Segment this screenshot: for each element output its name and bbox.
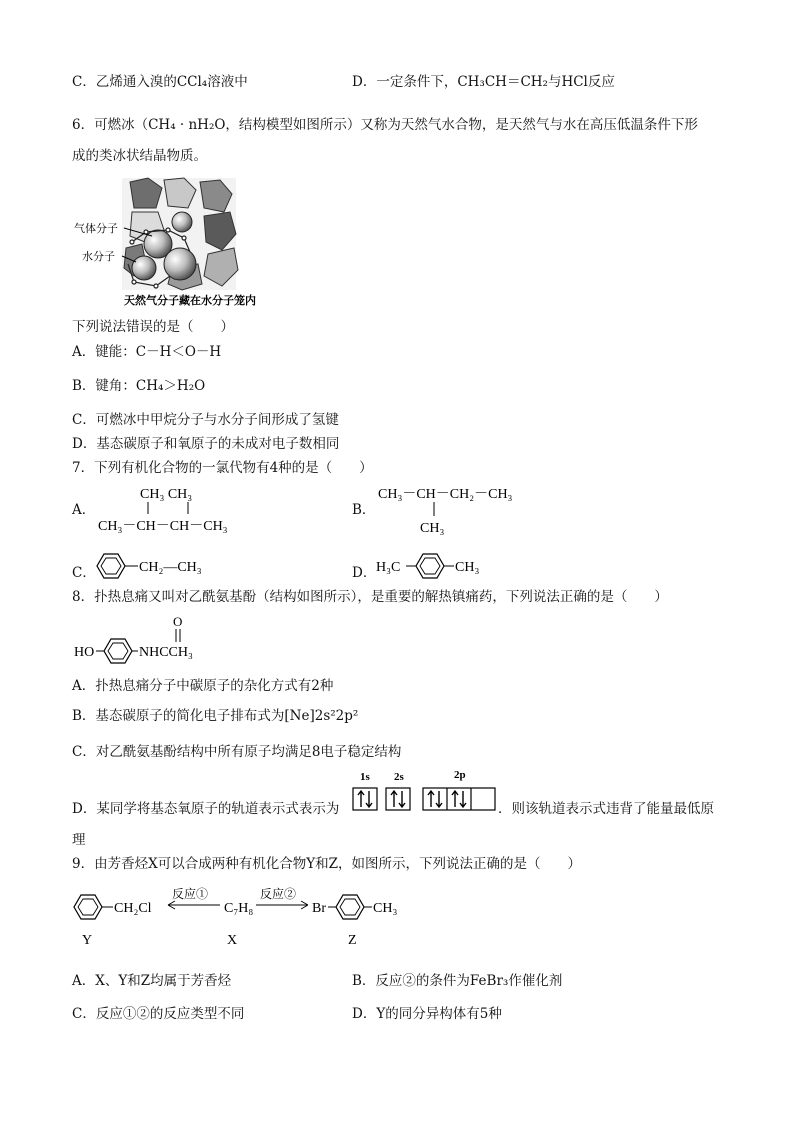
water-molecule-label: 水分子 <box>82 251 115 263</box>
label-y: Y <box>82 933 93 948</box>
label-z: Z <box>348 933 357 948</box>
q8-option-d-end: 理 <box>72 832 86 848</box>
q6-stem-line1: 6．可燃冰（CH₄ · nH₂O，结构模型如图所示）又称为天然气水合物，是天然气与水在高压低温条件下形 <box>72 117 698 133</box>
label-x: X <box>227 933 238 948</box>
q9-option-d: D．Y的同分异构体有5种 <box>352 1006 502 1022</box>
q8-option-a: A．扑热息痛分子中碳原子的杂化方式有2种 <box>72 678 334 694</box>
reaction-2-label: 反应② <box>260 887 297 901</box>
compound-z-methyl: CH₃ <box>373 901 398 916</box>
carbonyl-oxygen: O <box>173 614 183 629</box>
structure-a-methyls: CH₃ CH₃ <box>140 487 193 502</box>
q7-label-d: D． <box>352 565 377 581</box>
q9-option-b: B．反应②的条件为FeBr₃作催化剂 <box>352 973 563 989</box>
figure-caption: 天然气分子藏在水分子笼内 <box>124 295 256 307</box>
q8-option-c: C．对乙酰氨基酚结构中所有原子均满足8电子稳定结构 <box>72 744 402 760</box>
structure-c-ethyl: CH₂—CH₃ <box>139 560 202 575</box>
structure-d-left-methyl: H₃C <box>376 560 401 575</box>
orbital-box-2s <box>386 788 410 810</box>
orbital-box-2p <box>423 788 495 810</box>
acetamide-group: NHCCH₃ <box>139 645 193 660</box>
compound-z-bromo: Br <box>312 901 326 916</box>
q6-ask: 下列说法错误的是（ ） <box>72 319 234 335</box>
q7-label-c: C． <box>72 565 96 581</box>
q5-option-c: C．乙烯通入溴的CCl₄溶液中 <box>72 74 248 90</box>
q9-stem: 9．由芳香烃X可以合成两种有机化合物Y和Z，如图所示，下列说法正确的是（ ） <box>72 856 581 872</box>
q5-option-d: D．一定条件下，CH₃CH＝CH₂与HCl反应 <box>352 74 615 90</box>
q8-option-b: B．基态碳原子的简化电子排布式为[Ne]2s²2p² <box>72 708 359 724</box>
q8-option-d-prefix: D．某同学将基态氧原子的轨道表示式表示为 <box>72 801 340 817</box>
q8-paracetamol-structure <box>72 612 232 668</box>
q6-stem-line2: 成的类冰状结晶物质。 <box>72 148 207 164</box>
oxygen-orbital-diagram <box>350 768 500 818</box>
q8-stem: 8．扑热息痛又叫对乙酰氨基酚（结构如图所示），是重要的解热镇痛药，下列说法正确的是（ ） <box>72 589 668 605</box>
q6-option-c: C．可燃冰中甲烷分子与水分子间形成了氢键 <box>72 412 339 428</box>
combustible-ice-figure <box>72 172 272 312</box>
structure-b-methyl: CH₃ <box>420 521 445 536</box>
q6-option-a: A．键能：C－H＜O－H <box>72 344 222 360</box>
q8-option-d-suffix: ．则该轨道表示式违背了能量最低原 <box>498 801 714 817</box>
q7-structure-a <box>96 482 266 540</box>
structure-d-right-methyl: CH₃ <box>455 560 480 575</box>
q6-option-d: D．基态碳原子和氧原子的未成对电子数相同 <box>72 436 340 452</box>
orbital-label-1s: 1s <box>360 771 370 783</box>
q7-structure-d <box>374 548 524 584</box>
structure-a-chain: CH₃－CH－CH－CH₃ <box>98 519 228 534</box>
compound-y-substituent: CH₂Cl <box>114 901 152 916</box>
q9-reaction-scheme <box>72 882 432 950</box>
structure-b-chain: CH₃－CH－CH₂－CH₃ <box>378 487 513 502</box>
q6-option-b: B．键角：CH₄＞H₂O <box>72 378 206 394</box>
orbital-label-2p: 2p <box>454 769 466 781</box>
orbital-box-1s <box>353 788 377 810</box>
gas-molecule-label: 气体分子 <box>74 223 118 235</box>
compound-x-formula: C₇H₈ <box>224 901 254 916</box>
q9-option-c: C．反应①②的反应类型不同 <box>72 1006 245 1022</box>
hydroxyl-group: HO <box>74 645 95 660</box>
q7-label-b: B． <box>352 502 376 518</box>
q7-label-a: A． <box>72 502 96 518</box>
q7-structure-c <box>92 548 222 584</box>
reaction-1-label: 反应① <box>172 887 209 901</box>
q7-structure-b <box>376 482 546 540</box>
orbital-label-2s: 2s <box>394 771 404 783</box>
q9-option-a: A．X、Y和Z均属于芳香烃 <box>72 973 232 989</box>
q7-stem: 7．下列有机化合物的一氯代物有4种的是（ ） <box>72 460 373 476</box>
